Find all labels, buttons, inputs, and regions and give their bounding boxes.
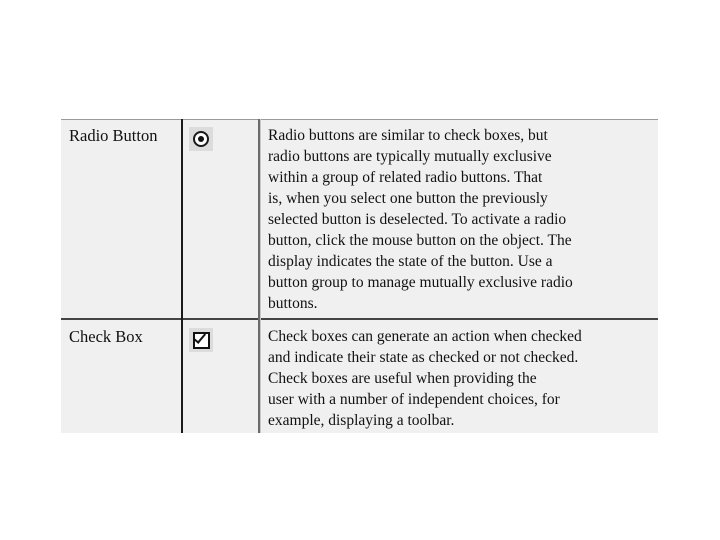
description-line: example, displaying a toolbar. (268, 412, 455, 429)
description-line: within a group of related radio buttons. That (268, 169, 543, 186)
ui-component-table (61, 119, 658, 433)
description-line: button group to manage mutually exclusive radio (268, 274, 573, 291)
description-line: is, when you select one button the previously (268, 190, 548, 207)
checkbox-icon (189, 328, 213, 352)
description-line: button, click the mouse button on the object. The (268, 232, 572, 249)
description-line: display indicates the state of the button. Use a (268, 253, 553, 270)
description-line: Check boxes can generate an action when checked (268, 328, 582, 345)
component-name: Check Box (69, 327, 143, 346)
radio-button-icon (189, 127, 213, 151)
description-line: and indicate their state as checked or not checked. (268, 349, 579, 366)
description-line: Radio buttons are similar to check boxes, but (268, 127, 548, 144)
component-name: Radio Button (69, 126, 158, 145)
description-line: buttons. (268, 295, 318, 312)
component-description (268, 326, 654, 431)
radio-selected-dot (198, 136, 204, 142)
column-divider-highlight (260, 119, 261, 433)
checkmark-icon (193, 330, 206, 344)
checkbox-square (193, 332, 210, 349)
component-description (268, 125, 654, 314)
description-line: Check boxes are useful when providing the (268, 370, 537, 387)
description-line: selected button is deselected. To activate a radio (268, 211, 567, 228)
radio-outer-ring (193, 131, 209, 147)
description-line: user with a number of independent choices, for (268, 391, 560, 408)
table-row-check-box (61, 320, 658, 433)
column-divider-name (181, 119, 183, 433)
table-row-radio-button (61, 119, 658, 318)
description-line: radio buttons are typically mutually exclusive (268, 148, 552, 165)
